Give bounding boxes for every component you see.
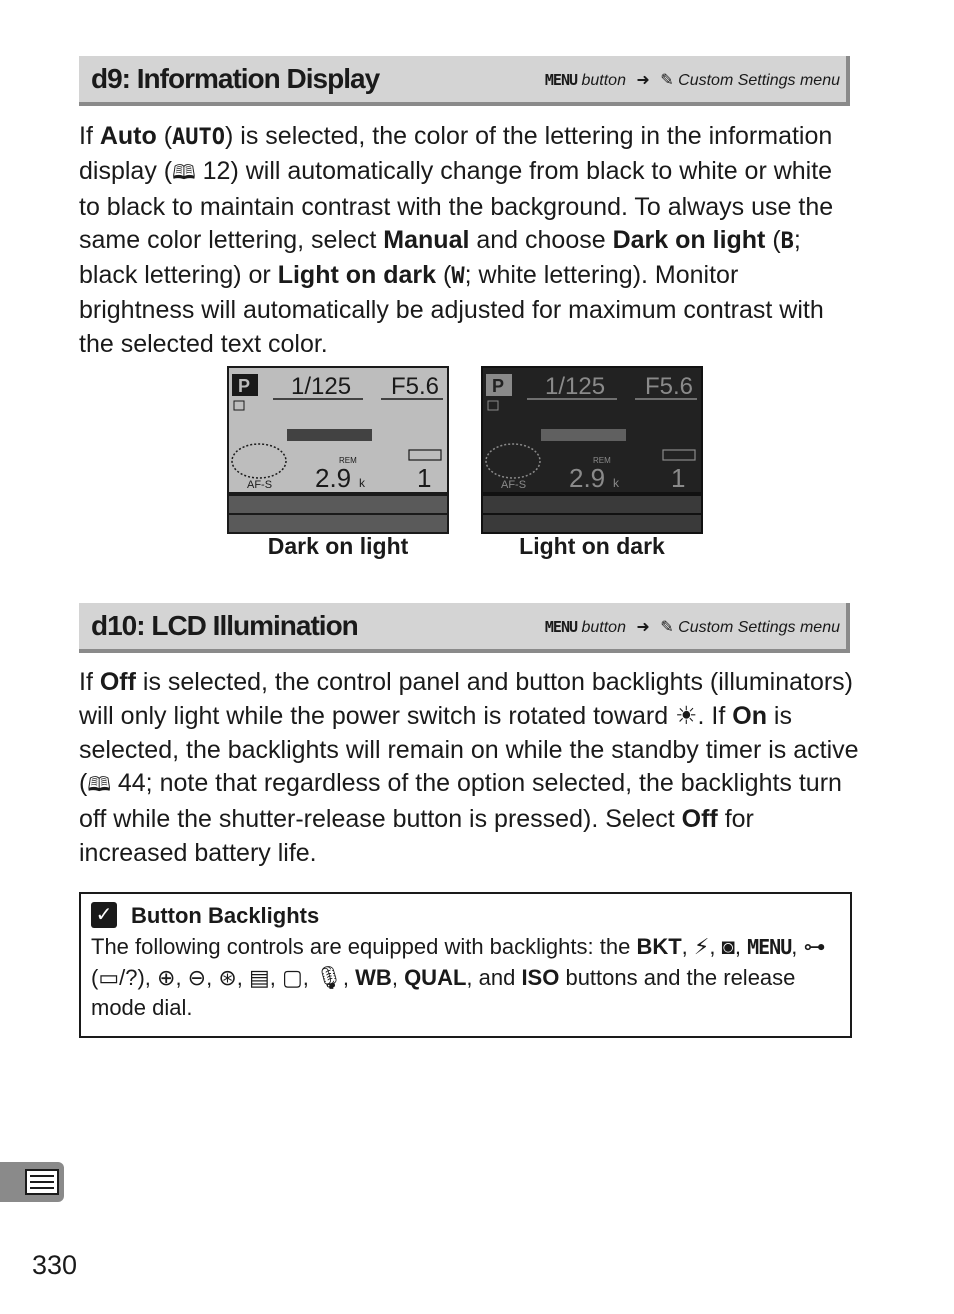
book-icon: 🕮	[87, 774, 111, 797]
page-number: 330	[32, 1250, 78, 1280]
info-display-light-on-dark	[481, 366, 703, 534]
rem-label: REM	[339, 456, 357, 465]
shooting-mode: P	[238, 376, 251, 396]
menu-path	[545, 70, 840, 90]
checkmark-icon: ✓	[91, 902, 117, 928]
section-title: d9: Information Display	[91, 63, 380, 94]
remaining-count: 2.9	[315, 463, 352, 493]
pencil-icon: ✎	[660, 72, 674, 89]
rem-label: REM	[593, 456, 611, 465]
aperture: F5.6	[391, 373, 440, 400]
menu-keyword: MENU	[544, 618, 578, 636]
info-display-dark-on-light	[227, 366, 449, 534]
menu-list-tab-icon	[0, 1162, 64, 1202]
section-title: d10: LCD Illumination	[91, 610, 358, 641]
menu-path-button: button	[581, 72, 626, 89]
section-header-d9	[79, 56, 850, 106]
note-box	[79, 892, 852, 1038]
bulb-icon: ☀	[675, 701, 698, 730]
menu-path	[545, 617, 840, 637]
d10-paragraph: If Off is selected, the control panel and button backlights (illuminators) will only light while the power switch is rotated toward ☀. If On is selected, the backlights will remain on while the standby timer is active (🕮 44; note that regardless of the option selected, the backlights turn off while the shutter-release button is pressed). Select Off for increased battery life.	[79, 668, 859, 867]
menu-keyword: MENU	[544, 71, 578, 89]
arrow-icon: ➜	[636, 72, 650, 89]
pencil-icon: ✎	[660, 619, 674, 636]
shutter-speed: 1/125	[291, 373, 352, 400]
section-header-d10	[79, 603, 850, 653]
remaining-count: 2.9	[569, 463, 606, 493]
caption-dark-on-light: Dark on light	[267, 533, 409, 559]
menu-path-destination: Custom Settings menu	[678, 619, 840, 636]
frame-count: 1	[671, 463, 686, 493]
af-mode: AF-S	[247, 479, 273, 491]
d9-paragraph: If Auto (AUTO) is selected, the color of the lettering in the information display (🕮 12) will automatically change from black to white or white to black to maintain contrast with the background. To always use the same color lettering, select Manual and choose Dark on light (B; black lettering) or Light on dark (W; white lettering). Monitor brightness will automatically be adjusted for maximum contrast with the selected text color.	[79, 122, 834, 358]
note-body: The following controls are equipped with backlights: the BKT, ⚡, ◙, MENU, ⊶ (▭/?), ⊕, ⊖, ⊛, ▤, ▢, 🎙, WB, QUAL, and ISO buttons and the release mode dial.	[91, 934, 826, 1020]
menu-path-destination: Custom Settings menu	[678, 72, 840, 89]
menu-path-button: button	[581, 619, 626, 636]
caption-light-on-dark: Light on dark	[519, 533, 665, 559]
shooting-mode: P	[492, 376, 505, 396]
remaining-unit: k	[359, 476, 365, 490]
frame-count: 1	[417, 463, 432, 493]
arrow-icon: ➜	[636, 619, 650, 636]
note-title: Button Backlights	[131, 903, 320, 928]
shutter-speed: 1/125	[545, 373, 606, 400]
aperture: F5.6	[645, 373, 694, 400]
remaining-unit: k	[613, 476, 619, 490]
af-mode: AF-S	[501, 479, 527, 491]
book-icon: 🕮	[172, 161, 196, 184]
